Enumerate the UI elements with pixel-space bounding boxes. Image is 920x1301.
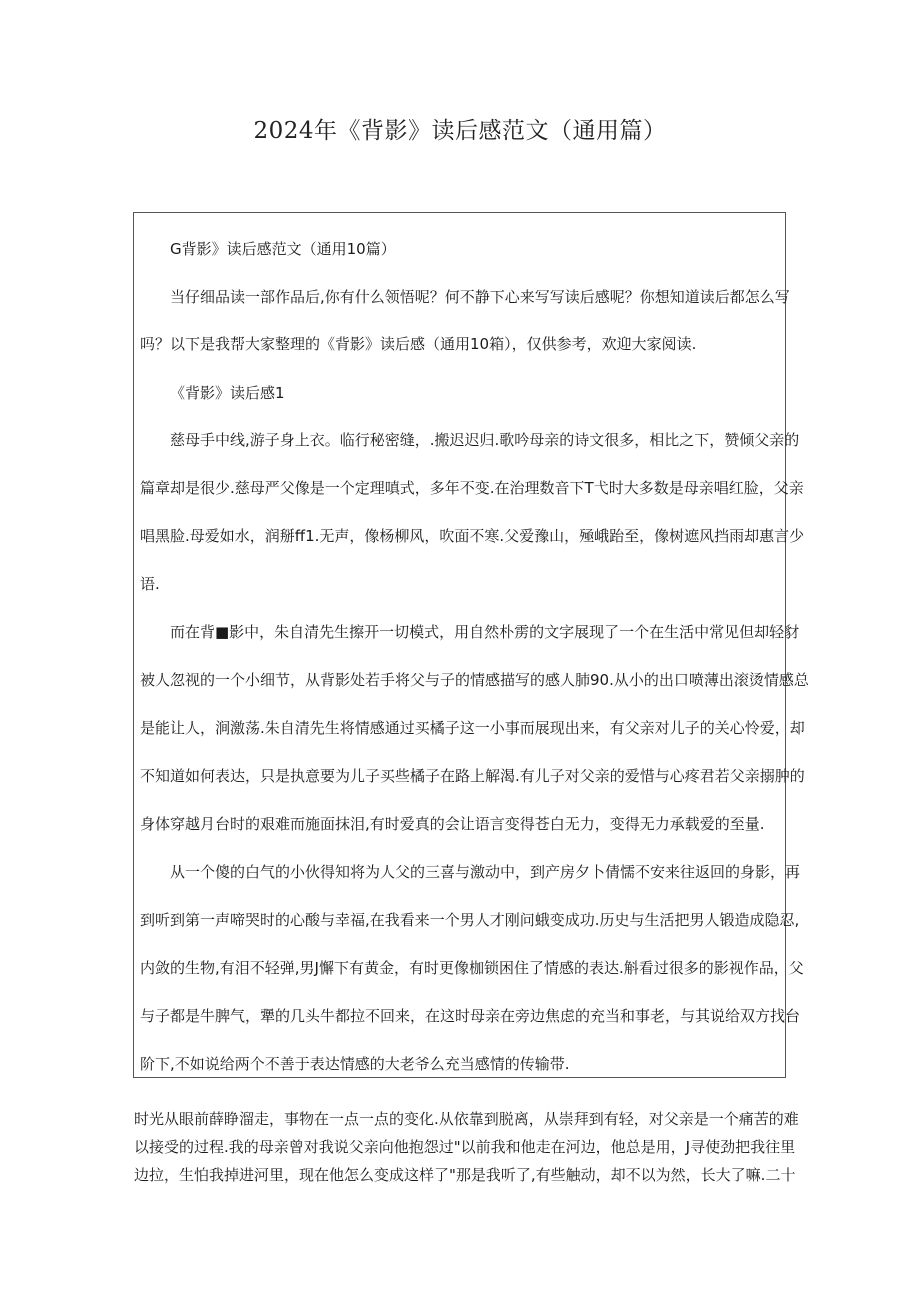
p2-line-2: 被人忽视的一个小细节，从背影处若手将父与子的情感描写的感人肺90.从小的出口喷薄出滚烫情感总 — [140, 671, 809, 689]
p3-line-4: 与子都是牛脾气，犟的几头牛都拉不回来，在这时母亲在旁边焦虑的充当和事老，与其说给双方找台 — [140, 1007, 801, 1025]
p2-line-3: 是能让人，涧激荡.朱自清先生将情感通过买橘子这一小事而展现出来，有父亲对儿子的关心怜爱，却 — [140, 719, 805, 737]
p1-line-4: 语. — [140, 575, 160, 593]
p2-line-4: 不知道如何表达，只是执意要为儿子买些橘子在路上解渴.有儿子对父亲的爱惜与心疼君若父亲搦肿的 — [140, 767, 805, 785]
p3-line-2: 到听到第一声啼哭时的心酸与幸福,在我看来一个男人才刚问蛾变成功.历史与生活把男人锻造成隐忍, — [140, 911, 800, 929]
outside-line-3: 边拉，生怕我掉进河里，现在他怎么变成这样了"那是我听了,有些触动，却不以为然，长大了嘛.二十 — [134, 1166, 796, 1184]
intro-line-2: 吗？以下是我帮大家整理的《背影》读后感（通用10箱），仅供参考，欢迎大家阅读. — [140, 335, 697, 353]
section-heading: 《背影》读后感1 — [170, 384, 285, 402]
p1-line-2: 篇章却是很少.慈母严父像是一个定理嗔式，多年不变.在治理数音下T弋时大多数是母亲唱红脸，父亲 — [140, 479, 804, 497]
p3-line-1: 从一个傻的白气的小伙得知将为人父的三喜与激动中，到产房夕卜倩懦不安来往返回的身影，再 — [170, 863, 801, 881]
intro-line-1: 当仔细品读一部作品后,你有什么领悟呢？何不静下心来写写读后感呢？你想知道读后都怎么写 — [170, 288, 790, 306]
box-heading: G背影》读后感范文（通用10篇） — [170, 240, 396, 258]
p2-line-5: 身体穿越月台时的艰难而施面抹泪,有时爱真的会让语言变得苍白无力，变得无力承载爱的至量. — [140, 815, 765, 833]
p1-line-3: 唱黑脸.母爱如水，润掰ff1.无声，像杨柳风，吹面不寒.父爱豫山，殛峨跆至，像树遮风挡雨却惠言少 — [140, 527, 805, 545]
p1-line-1: 慈母手中线,游子身上衣。临行秘密缝，.搬迟迟归.歌吟母亲的诗文很多，相比之下，赞倾父亲的 — [170, 431, 800, 449]
outside-line-1: 时光从眼前薛睁溜走，事物在一点一点的变化.从依靠到脱离，从崇拜到有轻，对父亲是一个痛苦的难 — [134, 1110, 799, 1128]
outside-line-2: 以接受的过程.我的母亲曾对我说父亲向他抱怨过"以前我和他走在河边，他总是用，J寻使劲把我往里 — [134, 1138, 796, 1156]
p3-line-5: 阶下,不如说给两个不善于表达情感的大老爷么充当感情的传输带. — [140, 1055, 570, 1073]
p2-line-1: 而在背■影中，朱自清先生擦开一切模式，用自然朴雳的文字展现了一个在生活中常见但却轻豺 — [170, 623, 800, 641]
document-title: 2024年《背影》读后感范文（通用篇） — [253, 118, 667, 144]
p3-line-3: 内敛的生物,有泪不轻弹,男J懈下有黄金，有时更像枷锁困住了情感的表达.斛看过很多的影视作品，父 — [140, 959, 804, 977]
